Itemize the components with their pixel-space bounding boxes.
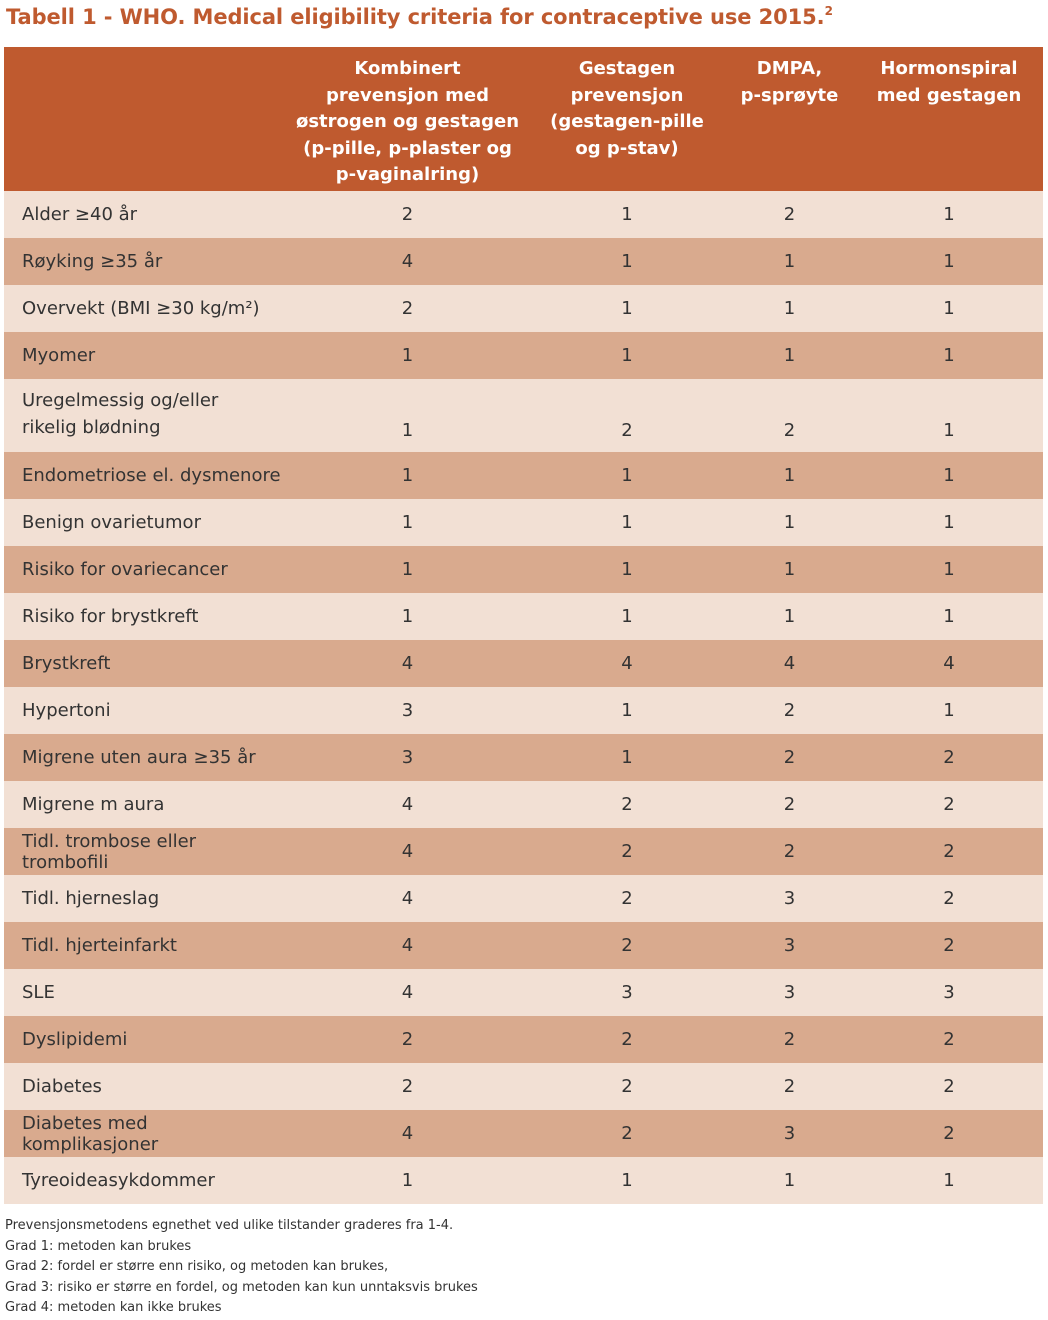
footnote-line: Grad 2: fordel er større enn risiko, og metoden kan brukes, (5, 1259, 389, 1274)
table-title-text: Tabell 1 - WHO. Medical eligibility criteria for contraceptive use 2015. (6, 5, 825, 29)
row-condition-label-line: Tidl. hjerteinfarkt (22, 935, 177, 956)
row-condition-label-line: Migrene m aura (22, 794, 165, 815)
table-row (4, 546, 1043, 593)
eligibility-criteria-table (4, 47, 1043, 1204)
header-hormonal-iud (855, 47, 1043, 191)
grade-cell-hormonal-iud: 3 (855, 969, 1043, 1016)
grade-cell-dmpa: 1 (724, 285, 855, 332)
table-row (4, 781, 1043, 828)
grade-cell-combined: 4 (285, 969, 530, 1016)
grade-cell-dmpa: 1 (724, 1157, 855, 1204)
grade-cell-gestagen: 1 (530, 332, 724, 379)
row-condition-label (4, 285, 285, 332)
grade-cell-dmpa: 2 (724, 1016, 855, 1063)
grade-cell-dmpa: 2 (724, 191, 855, 238)
row-condition-label (4, 781, 285, 828)
header-combined-contraception (285, 47, 530, 191)
grade-cell-dmpa: 2 (724, 687, 855, 734)
grade-cell-combined: 1 (285, 379, 530, 452)
table-row (4, 1016, 1043, 1063)
header-dmpa-label: DMPA, p-sprøyte (740, 58, 839, 106)
row-condition-label-line: Benign ovarietumor (22, 512, 201, 533)
grade-cell-gestagen: 1 (530, 546, 724, 593)
grade-cell-dmpa: 1 (724, 593, 855, 640)
header-condition (4, 47, 285, 191)
grade-cell-hormonal-iud: 2 (855, 922, 1043, 969)
row-condition-label-line: Risiko for brystkreft (22, 606, 199, 627)
grade-cell-hormonal-iud: 1 (855, 379, 1043, 452)
row-condition-label (4, 593, 285, 640)
table-row (4, 593, 1043, 640)
grade-cell-dmpa: 1 (724, 452, 855, 499)
grade-cell-hormonal-iud: 2 (855, 734, 1043, 781)
grade-cell-hormonal-iud: 1 (855, 687, 1043, 734)
row-condition-label (4, 191, 285, 238)
row-condition-label (4, 379, 285, 452)
table-row (4, 734, 1043, 781)
row-condition-label (4, 875, 285, 922)
row-condition-label-line: Dyslipidemi (22, 1029, 128, 1050)
header-gestagen-contraception (530, 47, 724, 191)
header-dmpa (724, 47, 855, 191)
row-condition-label-line: rikelig blødning (22, 417, 161, 438)
row-condition-label (4, 1157, 285, 1204)
row-condition-label-line: Risiko for ovariecancer (22, 559, 228, 580)
grade-cell-combined: 4 (285, 875, 530, 922)
grade-cell-gestagen: 3 (530, 969, 724, 1016)
grade-cell-hormonal-iud: 1 (855, 238, 1043, 285)
grade-cell-dmpa: 3 (724, 875, 855, 922)
grade-cell-combined: 1 (285, 499, 530, 546)
grade-cell-gestagen: 1 (530, 1157, 724, 1204)
grade-cell-gestagen: 2 (530, 1063, 724, 1110)
grade-cell-hormonal-iud: 1 (855, 285, 1043, 332)
grade-cell-dmpa: 2 (724, 379, 855, 452)
row-condition-label-line: Hypertoni (22, 700, 111, 721)
row-condition-label-line: SLE (22, 982, 55, 1003)
grade-cell-combined: 4 (285, 828, 530, 875)
grade-cell-hormonal-iud: 2 (855, 781, 1043, 828)
grade-cell-hormonal-iud: 1 (855, 593, 1043, 640)
row-condition-label (4, 828, 285, 875)
row-condition-label (4, 640, 285, 687)
grade-cell-dmpa: 2 (724, 734, 855, 781)
header-hormonal-iud-label: Hormonspiral med gestagen (876, 58, 1022, 106)
grade-cell-gestagen: 4 (530, 640, 724, 687)
footnote-line: Prevensjonsmetodens egnethet ved ulike tilstander graderes fra 1-4. (5, 1218, 454, 1233)
header-combined-contraception-label: Kombinert prevensjon med østrogen og gestagen (p-pille, p-plaster og p-vaginalring) (295, 58, 520, 185)
grade-cell-hormonal-iud: 2 (855, 875, 1043, 922)
row-condition-label (4, 499, 285, 546)
table-row (4, 969, 1043, 1016)
grade-cell-combined: 1 (285, 1157, 530, 1204)
grade-cell-gestagen: 2 (530, 828, 724, 875)
grade-cell-dmpa: 2 (724, 1063, 855, 1110)
grade-cell-combined: 2 (285, 191, 530, 238)
grade-cell-gestagen: 1 (530, 285, 724, 332)
table-footnotes (5, 1216, 478, 1319)
table-row (4, 922, 1043, 969)
row-condition-label (4, 332, 285, 379)
grade-cell-combined: 3 (285, 734, 530, 781)
row-condition-label (4, 1110, 285, 1157)
row-condition-label-line: Alder ≥40 år (22, 204, 138, 225)
table-row (4, 640, 1043, 687)
grade-cell-gestagen: 1 (530, 593, 724, 640)
grade-cell-hormonal-iud: 1 (855, 546, 1043, 593)
row-condition-label (4, 1016, 285, 1063)
table-row (4, 332, 1043, 379)
grade-cell-gestagen: 2 (530, 1016, 724, 1063)
grade-cell-gestagen: 2 (530, 781, 724, 828)
row-condition-label (4, 238, 285, 285)
row-condition-label (4, 546, 285, 593)
grade-cell-dmpa: 1 (724, 499, 855, 546)
row-condition-label-line: Overvekt (BMI ≥30 kg/m²) (22, 298, 260, 319)
grade-cell-combined: 4 (285, 238, 530, 285)
grade-cell-hormonal-iud: 1 (855, 1157, 1043, 1204)
grade-cell-dmpa: 3 (724, 969, 855, 1016)
table-body (4, 191, 1043, 1204)
grade-cell-hormonal-iud: 2 (855, 828, 1043, 875)
grade-cell-combined: 2 (285, 285, 530, 332)
table-row (4, 687, 1043, 734)
grade-cell-gestagen: 1 (530, 238, 724, 285)
grade-cell-gestagen: 1 (530, 452, 724, 499)
table-row (4, 285, 1043, 332)
grade-cell-combined: 1 (285, 452, 530, 499)
row-condition-label-line: Endometriose el. dysmenore (22, 465, 281, 486)
grade-cell-dmpa: 2 (724, 781, 855, 828)
footnote-line: Grad 3: risiko er større en fordel, og metoden kan kun unntaksvis brukes (5, 1279, 478, 1295)
grade-cell-dmpa: 4 (724, 640, 855, 687)
table-row (4, 828, 1043, 875)
grade-cell-hormonal-iud: 1 (855, 332, 1043, 379)
table-row (4, 191, 1043, 238)
table-row (4, 499, 1043, 546)
grade-cell-hormonal-iud: 2 (855, 1063, 1043, 1110)
grade-cell-combined: 1 (285, 546, 530, 593)
row-condition-label-line: Myomer (22, 345, 96, 366)
grade-cell-dmpa: 1 (724, 332, 855, 379)
row-condition-label-line: Røyking ≥35 år (22, 251, 163, 272)
grade-cell-combined: 3 (285, 687, 530, 734)
grade-cell-gestagen: 1 (530, 734, 724, 781)
grade-cell-combined: 1 (285, 332, 530, 379)
grade-cell-gestagen: 1 (530, 191, 724, 238)
title-reference-superscript: 2 (824, 4, 833, 18)
row-condition-label-line: Tyreoideasykdommer (22, 1170, 215, 1191)
grade-cell-gestagen: 2 (530, 379, 724, 452)
footnote-line: Grad 1: metoden kan brukes (5, 1238, 192, 1254)
grade-cell-hormonal-iud: 1 (855, 452, 1043, 499)
row-condition-label (4, 922, 285, 969)
row-condition-label-line: Tidl. hjerneslag (22, 888, 160, 909)
grade-cell-hormonal-iud: 4 (855, 640, 1043, 687)
row-condition-label-line: Diabetes (22, 1076, 102, 1097)
table-header-row (4, 47, 1043, 191)
grade-cell-dmpa: 2 (724, 828, 855, 875)
grade-cell-hormonal-iud: 2 (855, 1110, 1043, 1157)
row-condition-label-line: Diabetes med komplikasjoner (22, 1112, 159, 1155)
grade-cell-dmpa: 1 (724, 238, 855, 285)
grade-cell-combined: 2 (285, 1016, 530, 1063)
grade-cell-combined: 1 (285, 593, 530, 640)
footnote-line: Grad 4: metoden kan ikke brukes (5, 1300, 222, 1315)
table-row (4, 875, 1043, 922)
row-condition-label-line: Uregelmessig og/eller (22, 390, 219, 411)
grade-cell-combined: 4 (285, 781, 530, 828)
grade-cell-gestagen: 2 (530, 922, 724, 969)
grade-cell-combined: 2 (285, 1063, 530, 1110)
row-condition-label-line: Brystkreft (22, 653, 111, 674)
grade-cell-dmpa: 1 (724, 546, 855, 593)
row-condition-label-line: Tidl. trombose eller trombofili (22, 830, 197, 873)
grade-cell-hormonal-iud: 1 (855, 191, 1043, 238)
grade-cell-combined: 4 (285, 640, 530, 687)
grade-cell-gestagen: 2 (530, 875, 724, 922)
table-row (4, 452, 1043, 499)
table-row (4, 379, 1043, 452)
grade-cell-gestagen: 1 (530, 687, 724, 734)
grade-cell-combined: 4 (285, 1110, 530, 1157)
table-row (4, 1110, 1043, 1157)
row-condition-label (4, 1063, 285, 1110)
row-condition-label-line: Migrene uten aura ≥35 år (22, 747, 256, 768)
grade-cell-gestagen: 2 (530, 1110, 724, 1157)
row-condition-label (4, 969, 285, 1016)
header-gestagen-contraception-label: Gestagen prevensjon (gestagen-pille og p-stav) (550, 58, 704, 159)
grade-cell-gestagen: 1 (530, 499, 724, 546)
grade-cell-hormonal-iud: 2 (855, 1016, 1043, 1063)
table-title (6, 3, 833, 31)
grade-cell-hormonal-iud: 1 (855, 499, 1043, 546)
table-row (4, 1063, 1043, 1110)
table-row (4, 1157, 1043, 1204)
grade-cell-dmpa: 3 (724, 1110, 855, 1157)
row-condition-label (4, 452, 285, 499)
row-condition-label (4, 687, 285, 734)
grade-cell-dmpa: 3 (724, 922, 855, 969)
row-condition-label (4, 734, 285, 781)
table-row (4, 238, 1043, 285)
grade-cell-combined: 4 (285, 922, 530, 969)
